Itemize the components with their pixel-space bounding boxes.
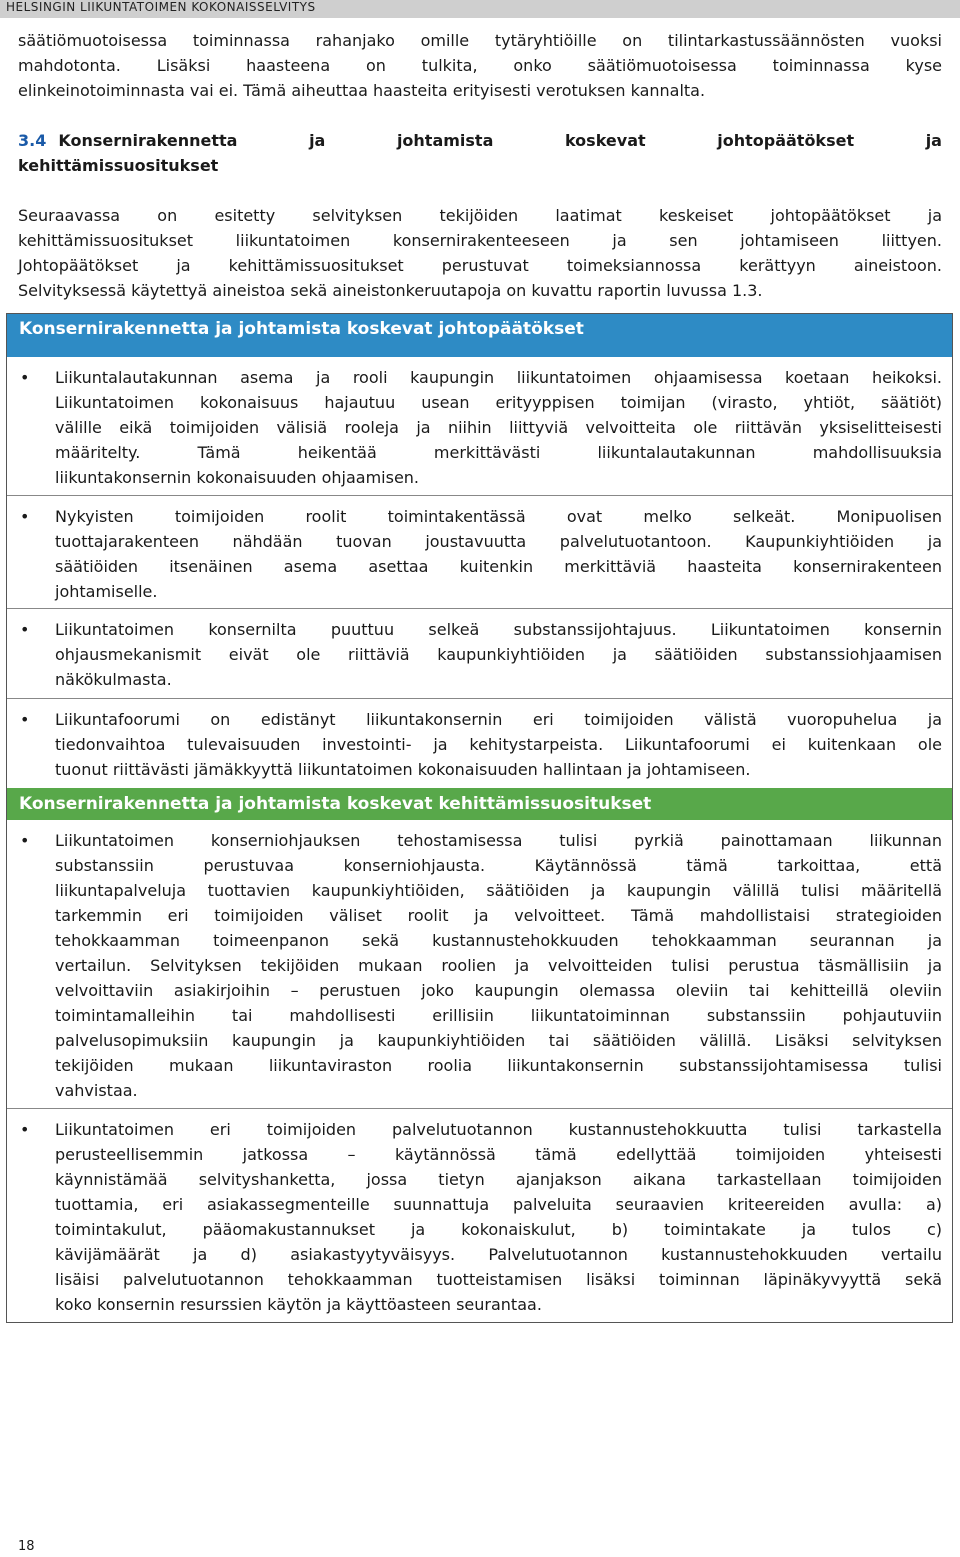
text-line: liikuntakonsernin kokonaisuuden ohjaamisen.	[55, 468, 420, 487]
lead-paragraph	[18, 203, 942, 303]
recommendation-text	[55, 1117, 942, 1317]
text-line: liikuntapalveluja tuottavien kaupunkiyhtiöiden, säätiöiden ja kaupungin välillä tulisi määritellä	[55, 881, 942, 900]
text-line: velvoittaviin asiakirjoihin – perustuen joko kaupungin olemassa oleviin tai kehitteillä oleviin	[55, 981, 942, 1000]
section-title-word: johtopäätökset	[717, 131, 855, 150]
text-line: toimintamalleihin tai mahdollisesti erillisiin liikuntatoiminnan substanssiin pohjautuviin	[55, 1006, 942, 1025]
text-line: tekijöiden mukaan liikuntaviraston roolia liikuntakonsernin substanssijohtamisessa tulisi	[55, 1056, 942, 1075]
text-line: substanssiin perustuvaa konserniohjausta. Käytännössä tämä tarkoittaa, että	[55, 856, 942, 875]
text-line: ohjausmekanismit eivät ole riittäviä kaupunkiyhtiöiden ja säätiöiden substanssiohjaamisen	[55, 645, 942, 664]
section-title-word: ja	[925, 131, 942, 150]
text-line: tuonut riittävästi jämäkkyyttä liikuntatoimen kokonaisuuden hallintaan ja johtamiseen.	[55, 760, 751, 779]
recommendation-item	[7, 820, 952, 1102]
text-line: säätiöiden itsenäinen asema asettaa kuitenkin merkittäviä haasteita konsernirakenteen	[55, 557, 942, 576]
text-line: Liikuntalautakunnan asema ja rooli kaupungin liikuntatoimen ohjaamisessa koetaan heikoksi.	[55, 368, 942, 387]
running-header	[0, 0, 960, 18]
text-line: Nykyisten toimijoiden roolit toimintakentässä ovat melko selkeät. Monipuolisen	[55, 507, 942, 526]
conclusion-item	[7, 698, 952, 786]
bullet-icon: •	[20, 710, 30, 729]
conclusion-text	[55, 707, 942, 782]
section-title-word: Konsernirakennetta	[58, 131, 238, 150]
page-number: 18	[18, 1539, 35, 1554]
recommendation-text	[55, 828, 942, 1103]
text-line: vahvistaa.	[55, 1081, 138, 1100]
text-line: tuottajarakenteen nähdään tuovan joustavuutta palvelutuotantoon. Kaupunkiyhtiöiden ja	[55, 532, 942, 551]
text-line: Liikuntatoimen konsernilta puuttuu selkeä substanssijohtajuus. Liikuntatoimen konsernin	[55, 620, 942, 639]
conclusion-item	[7, 357, 952, 489]
text-line: näkökulmasta.	[55, 670, 172, 689]
text-line: määritelty. Tämä heikentää merkittävästi liikuntalautakunnan mahdollisuuksia	[55, 443, 942, 462]
text-line: Liikuntafoorumi on edistänyt liikuntakonsernin eri toimijoiden välistä vuoropuhelua ja	[55, 710, 942, 729]
intro-line: säätiömuotoisessa toiminnassa rahanjako omille tytäryhtiöille on tilintarkastussäännösten vuoksi	[18, 31, 942, 50]
section-title-word: johtamista	[396, 131, 494, 150]
text-line: toimintakulut, pääomakustannukset ja kokonaiskulut, b) toimintakate ja tulos c)	[55, 1220, 942, 1239]
conclusion-text	[55, 617, 942, 692]
bullet-icon: •	[20, 507, 30, 526]
running-title: HELSINGIN LIIKUNTATOIMEN KOKONAISSELVITYS	[6, 0, 316, 14]
text-line: Liikuntatoimen kokonaisuus hajautuu usean erityyppisen toimijan (virasto, yhtiöt, säätiöt)	[55, 393, 942, 412]
lead-line: kehittämissuositukset liikuntatoimen konsernirakenteeseen ja sen johtamiseen liittyen.	[18, 231, 942, 250]
text-line: palvelusopimuksiin kaupungin ja kaupunkiyhtiöiden tai säätiöiden välillä. Lisäksi selvityksen	[55, 1031, 942, 1050]
conclusion-text	[55, 504, 942, 604]
text-line: johtamiselle.	[55, 582, 158, 601]
section-heading-line-1	[18, 128, 942, 153]
text-line: perusteellisemmin jatkossa – käytännössä tämä edellyttää toimijoiden yhteisesti	[55, 1145, 942, 1164]
section-number: 3.4	[18, 131, 47, 150]
recommendation-item	[7, 1108, 952, 1322]
bullet-icon: •	[20, 831, 30, 850]
bullet-icon: •	[20, 620, 30, 639]
section-heading	[18, 128, 942, 178]
text-line: Liikuntatoimen eri toimijoiden palvelutuotannon kustannustehokkuutta tulisi tarkastella	[55, 1120, 942, 1139]
text-line: koko konsernin resurssien käytön ja käyttöasteen seurantaa.	[55, 1295, 542, 1314]
section-heading-line-2: kehittämissuositukset	[18, 156, 219, 175]
text-line: käynnistämää selvityshanketta, jossa tietyn ajanjakson aikana tarkastellaan toimijoiden	[55, 1170, 942, 1189]
text-line: Liikuntatoimen konserniohjauksen tehostamisessa tulisi pyrkiä painottamaan liikunnan	[55, 831, 942, 850]
recommendations-heading: Konsernirakennetta ja johtamista koskevat kehittämissuositukset	[7, 788, 952, 820]
text-line: tarkemmin eri toimijoiden väliset roolit ja velvoitteet. Tämä mahdollistaisi strategioiden	[55, 906, 942, 925]
intro-line: elinkeinotoiminnasta vai ei. Tämä aiheuttaa haasteita erityisesti verotuksen kannalta.	[18, 81, 706, 100]
section-title-word: koskevat	[564, 131, 646, 150]
lead-line: Selvityksessä käytettyä aineistoa sekä aineistonkeruutapoja on kuvattu raportin luvussa 1.3.	[18, 281, 763, 300]
lead-line: Seuraavassa on esitetty selvityksen tekijöiden laatimat keskeiset johtopäätökset ja	[18, 206, 942, 225]
summary-box	[6, 313, 953, 1323]
text-line: välille eikä toimijoiden välisiä rooleja ja niihin liittyviä velvoitteita ole riittävän yksiselitteisesti	[55, 418, 942, 437]
section-title-word: ja	[309, 131, 326, 150]
text-line: lisäisi palvelutuotannon tehokkaamman tuotteistamisen lisäksi toiminnan läpinäkyvyyttä sekä	[55, 1270, 942, 1289]
intro-paragraph	[18, 28, 942, 103]
conclusion-text	[55, 365, 942, 490]
bullet-icon: •	[20, 368, 30, 387]
lead-line: Johtopäätökset ja kehittämissuositukset perustuvat toimeksiannossa kerättyyn aineistoon.	[18, 256, 942, 275]
text-line: tiedonvaihtoa tulevaisuuden investointi- ja kehitystarpeista. Liikuntafoorumi ei kuitenkaan ole	[55, 735, 942, 754]
text-line: tehokkaamman toimeenpanon sekä kustannustehokkuuden tehokkaamman seurannan ja	[55, 931, 942, 950]
conclusions-heading: Konsernirakennetta ja johtamista koskevat johtopäätökset	[7, 314, 952, 355]
intro-line: mahdotonta. Lisäksi haasteena on tulkita, onko säätiömuotoisessa toiminnassa kyse	[18, 56, 942, 75]
section-heading-first	[18, 128, 237, 153]
conclusion-item	[7, 608, 952, 692]
text-line: kävijämäärät ja d) asiakastyytyväisyys. Palvelutuotannon kustannustehokkuuden vertailu	[55, 1245, 942, 1264]
text-line: vertailun. Selvityksen tekijöiden mukaan roolien ja velvoitteiden tulisi perustua täsmällisiin ja	[55, 956, 942, 975]
text-line: tuottamia, eri asiakassegmenteille suunnattuja palveluita seuraavien kriteereiden avulla: a)	[55, 1195, 942, 1214]
conclusion-item	[7, 495, 952, 603]
bullet-icon: •	[20, 1120, 30, 1139]
